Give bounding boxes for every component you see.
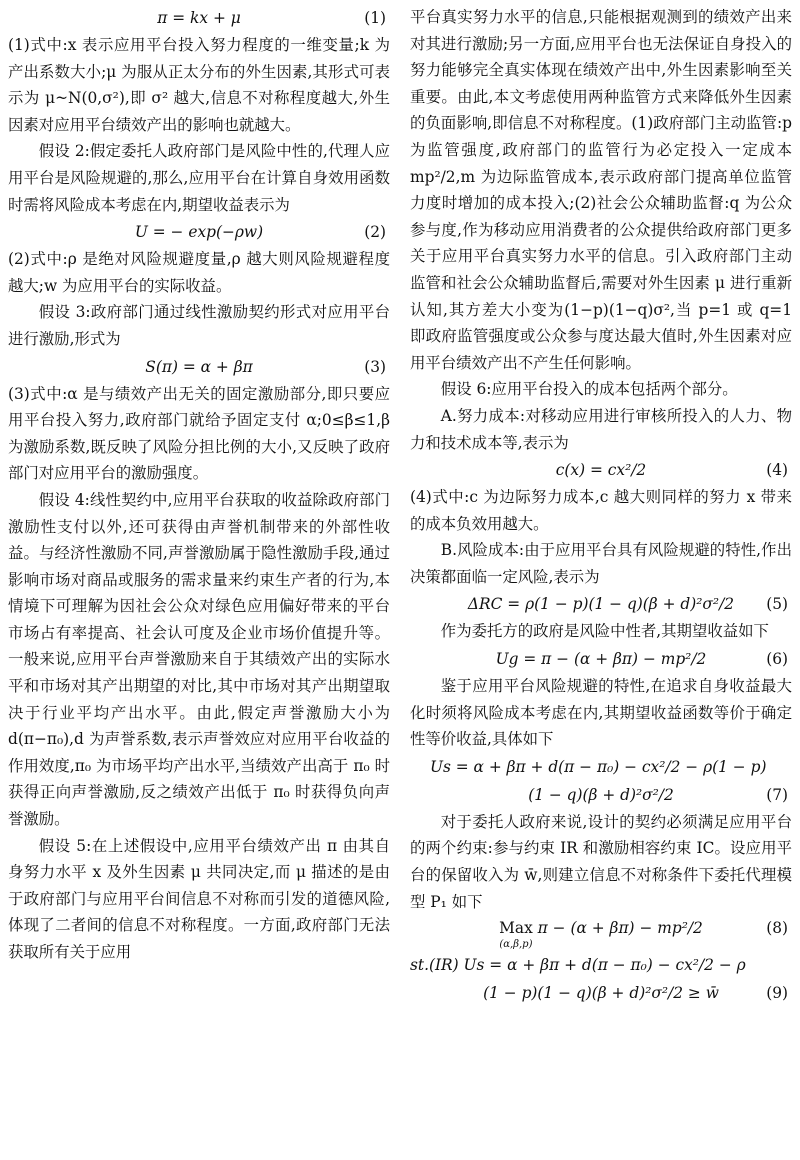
equation-number: (8) (766, 919, 788, 938)
paragraph: 平台真实努力水平的信息,只能根据观测到的绩效产出来对其进行激励;另一方面,应用平台也无法保证自身投入的努力能够完全真实体现在绩效产出中,外生因素影响至关重要。由此,本文考虑使用两种监管方式来降低外生因素的负面影响,即信息不对称程度。(1)政府部门主动监管:p 为监管强度,政府部门的监管行为必定投入一定成本 mp²/2,m 为边际监管成本,表示政府部门提高单位监管力度时增加的成本投入;(2)社会公众辅助监督:q 为公众参与度,作为移动应用消费者的公众提供给政府部门更多关于应用平台真实努力水平的信息。引入政府部门主动监管和社会公众辅助监督后,需要对外生因素 μ 进行重新认知,其方差大小变为(1−p)(1−q)σ²,当 p=1 或 q=1 即政府监管强度或公众参与度达最大值时,外生因素对应用平台绩效产出不产生任何影响。 (410, 8, 792, 372)
paragraph: 对于委托人政府来说,设计的契约必须满足应用平台的两个约束:参与约束 IR 和激励相容约束 IC。设应用平台的保留收入为 w̄,则建立信息不对称条件下委托代理模型 P₁ 如下 (410, 812, 792, 911)
equation-formula: ΔRC = ρ(1 − p)(1 − q)(β + d)²σ²/2 (467, 595, 735, 614)
equation-9-line-2 (410, 979, 792, 1007)
equation-formula (410, 917, 792, 951)
paragraph: A.努力成本:对移动应用进行审核所投入的人力、物力和技术成本等,表示为 (410, 406, 792, 452)
equation-number: (4) (766, 461, 788, 480)
equation-number: (5) (766, 595, 788, 614)
right-column (410, 4, 792, 1007)
equation-6 (410, 645, 792, 673)
equation-formula: (1 − p)(1 − q)(β + d)²σ²/2 ≥ w̄ (483, 984, 719, 1003)
equation-3 (8, 353, 390, 381)
equation-4 (410, 456, 792, 484)
equation-9-line-1 (410, 951, 792, 979)
equation-1 (8, 4, 390, 32)
paragraph: 假设 4:线性契约中,应用平台获取的收益除政府部门激励性支付以外,还可获得由声誉机制带来的外部性收益。与经济性激励不同,声誉激励属于隐性激励手段,通过影响市场对商品或服务的需求量来约束生产者的行为,本情境下可理解为因社会公众对绿色应用偏好带来的平台市场占有率提高、社会认可度及企业市场价值提升等。一般来说,应用平台声誉激励来自于其绩效产出的实际水平和市场对其产出期望的对比,其中市场对其产出期望取决于行业平均产出水平。由此,假定声誉激励大小为 d(π−π₀),d 为声誉系数,表示声誉效应对应用平台收益的作用效度,π₀ 为市场平均产出水平,当绩效产出高于 π₀ 时获得正向声誉激励,反之绩效产出低于 π₀ 时获得负向声誉激励。 (8, 490, 390, 829)
equation-7-line-1 (410, 753, 792, 781)
equation-number: (3) (364, 357, 386, 376)
paragraph: (4)式中:c 为边际努力成本,c 越大则同样的努力 x 带来的成本负效用越大。 (410, 488, 792, 533)
left-column (8, 4, 390, 966)
paragraph: 鉴于应用平台风险规避的特性,在追求自身收益最大化时须将风险成本考虑在内,其期望收益函数等价于确定性等价收益,具体如下 (410, 677, 792, 749)
paragraph: 假设 6:应用平台投入的成本包括两个部分。 (440, 380, 738, 399)
equation-formula: c(x) = cx²/2 (555, 461, 647, 480)
equation-7-line-2 (410, 781, 792, 809)
paragraph: (2)式中:ρ 是绝对风险规避度量,ρ 越大则风险规避程度越大;w 为应用平台的实际收益。 (8, 250, 390, 295)
paragraph: (3)式中:α 是与绩效产出无关的固定激励部分,即只要应用平台投入努力,政府部门就给予固定支付 α;0≤β≤1,β 为激励系数,既反映了风险分担比例的大小,又反映了政府部门对应用平台的激励强度。 (8, 384, 390, 483)
equation-formula: Ug = π − (α + βπ) − mp²/2 (495, 650, 707, 669)
equation-formula: U = − exp(−ρw) (134, 223, 264, 242)
equation-formula: S(π) = α + βπ (145, 357, 253, 376)
max-subscript: (α,β,p) (499, 939, 533, 951)
paragraph: (1)式中:x 表示应用平台投入努力程度的一维变量;k 为产出系数大小;μ 为服从正太分布的外生因素,其形式可表示为 μ~N(0,σ²),即 σ² 越大,信息不对称程度越大,外生因素对应用平台绩效产出的影响也就越大。 (8, 36, 390, 134)
equation-number: (1) (364, 9, 386, 27)
equation-number: (9) (766, 984, 788, 1003)
equation-5 (410, 590, 792, 618)
equation-formula: (1 − q)(β + d)²σ²/2 (528, 785, 674, 804)
paragraph: B.风险成本:由于应用平台具有风险规避的特性,作出决策都面临一定风险,表示为 (410, 541, 792, 586)
equation-2 (8, 218, 390, 246)
equation-formula: Us = α + βπ + d(π − π₀) − cx²/2 − ρ(1 − p) (430, 757, 767, 776)
equation-number: (7) (766, 785, 788, 804)
objective-expression: π − (α + βπ) − mp²/2 (537, 919, 703, 938)
equation-formula: π = kx + μ (157, 9, 241, 27)
paragraph: 假设 2:假定委托人政府部门是风险中性的,代理人应用平台是风险规避的,那么,应用平台在计算自身效用函数时需将风险成本考虑在内,期望收益表示为 (8, 142, 390, 214)
equation-formula: st.(IR) Us = α + βπ + d(π − π₀) − cx²/2 − ρ (410, 956, 746, 975)
equation-number: (2) (364, 223, 386, 242)
paragraph: 假设 5:在上述假设中,应用平台绩效产出 π 由其自身努力水平 x 及外生因素 μ 共同决定,而 μ 描述的是由于政府部门与应用平台间信息不对称而引发的道德风险,体现了二者间的信息不对称程度。一方面,政府部门无法获取所有关于应用 (8, 836, 390, 961)
paragraph: 作为委托方的政府是风险中性者,其期望收益如下 (440, 622, 769, 641)
max-operator: Max (499, 919, 533, 938)
equation-8 (410, 915, 792, 951)
paragraph: 假设 3:政府部门通过线性激励契约形式对应用平台进行激励,形式为 (8, 303, 390, 348)
equation-number: (6) (766, 650, 788, 669)
